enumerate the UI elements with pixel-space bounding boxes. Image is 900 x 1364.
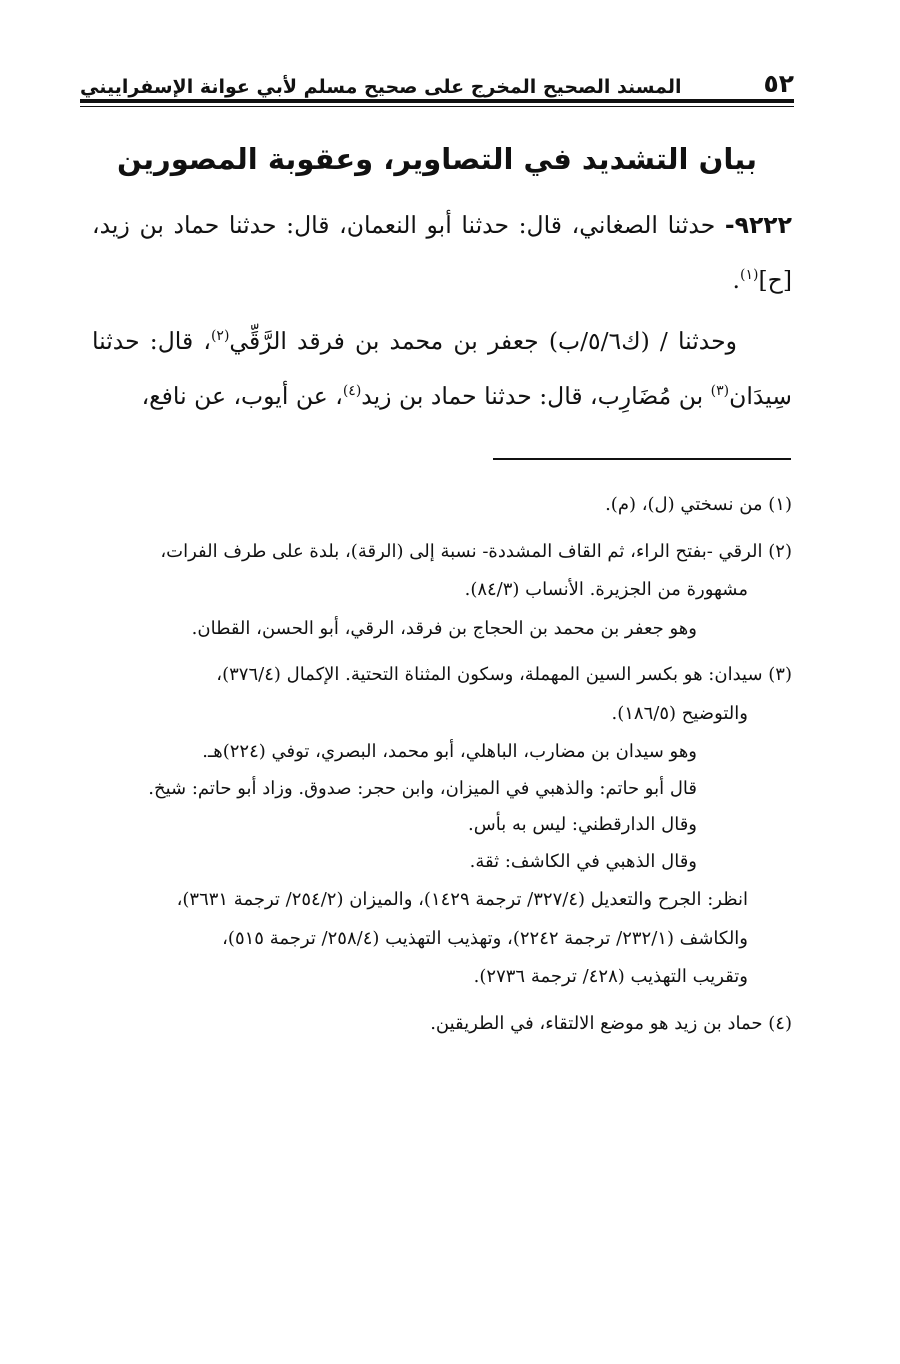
footnote-4: [87, 1005, 792, 1044]
footnote-3: [87, 656, 792, 997]
hadith-text-1-end: .: [732, 266, 741, 294]
book-title: المسند الصحيح المخرج على صحيح مسلم لأبي عوانة الإسفراييني: [80, 76, 682, 98]
footnote-1: [87, 486, 792, 525]
footnote-line: (٢) الرقي -بفتح الراء، ثم القاف المشددة- نسبة إلى (الرقة)، بلدة على طرف الفرات،: [160, 540, 792, 562]
footnote-line: مشهورة من الجزيرة. الأنساب (٨٤/٣).: [464, 579, 748, 600]
hadith-text-1: حدثنا الصغاني، قال: حدثنا أبو النعمان، قال: حدثنا حماد بن زيد، [ح]: [92, 211, 792, 294]
hadith-text-2c: بن مُضَارِب، قال: حدثنا حماد بن زيد: [361, 382, 711, 410]
chapter-title: بيان التشديد في التصاوير، وعقوبة المصورين: [117, 142, 757, 176]
footnote-line: وهو جعفر بن محمد بن الحجاج بن فرقد، الرقي، أبو الحسن، القطان.: [191, 617, 697, 639]
hadith-paragraph-1: [92, 198, 792, 308]
hadith-number: ٩٢٢٢-: [724, 211, 792, 239]
footnote-line: قال أبو حاتم: والذهبي في الميزان، وابن حجر: صدوق. وزاد أبو حاتم: شيخ.: [148, 777, 697, 799]
footnote-line: وتقريب التهذيب (٤٢٨/ ترجمة ٢٧٣٦).: [473, 966, 748, 987]
header-rule-thick: [80, 99, 794, 103]
hadith-text-2d: ، عن أيوب، عن نافع،: [141, 382, 343, 410]
footnote-line: (٣) سيدان: هو بكسر السين المهملة، وسكون المثناة التحتية. الإكمال (٣٧٦/٤)،: [216, 664, 792, 685]
footnote-2: [87, 533, 792, 649]
main-text: [92, 198, 792, 424]
footnote-line: وقال الذهبي في الكاشف: ثقة.: [469, 850, 697, 872]
hadith-paragraph-2: [92, 314, 792, 424]
page-number: ٥٢: [763, 69, 794, 98]
footnote-line: والكاشف (٢٣٢/١/ ترجمة ٢٢٤٢)، وتهذيب التهذيب (٢٥٨/٤/ ترجمة ٥١٥)،: [222, 927, 748, 949]
footnote-line: (١) من نسختي (ل)، (م).: [605, 494, 792, 515]
footnote-ref-4: (٤): [342, 383, 362, 400]
footnote-ref-3: (٣): [710, 383, 730, 400]
running-header: [80, 62, 794, 98]
header-rule-thin: [80, 106, 794, 107]
footnote-line: انظر: الجرح والتعديل (٣٢٧/٤/ ترجمة ١٤٢٩)، والميزان (٢٥٤/٢/ ترجمة ٣٦٣١)،: [176, 889, 748, 910]
hadith-text-2a: وحدثنا / (ك٥/٦/ب) جعفر بن محمد بن فرقد الرَّقِّي: [229, 327, 737, 355]
footnote-line: (٤) حماد بن زيد هو موضع الالتقاء، في الطريقين.: [430, 1012, 792, 1034]
footnote-line: وهو سيدان بن مضارب، الباهلي، أبو محمد، البصري، توفي (٢٢٤)هـ.: [202, 741, 697, 762]
footnote-ref-2: (٢): [210, 328, 230, 345]
footnotes: [87, 486, 792, 1051]
hadith-text-2b: ، قال: حدثنا سِيدَان: [92, 327, 792, 410]
footnote-line: والتوضيح (١٨٦/٥).: [611, 702, 748, 724]
footnote-ref-1: (١): [740, 267, 759, 284]
footnote-separator: [493, 458, 791, 460]
footnote-line: وقال الدارقطني: ليس به بأس.: [468, 814, 697, 835]
